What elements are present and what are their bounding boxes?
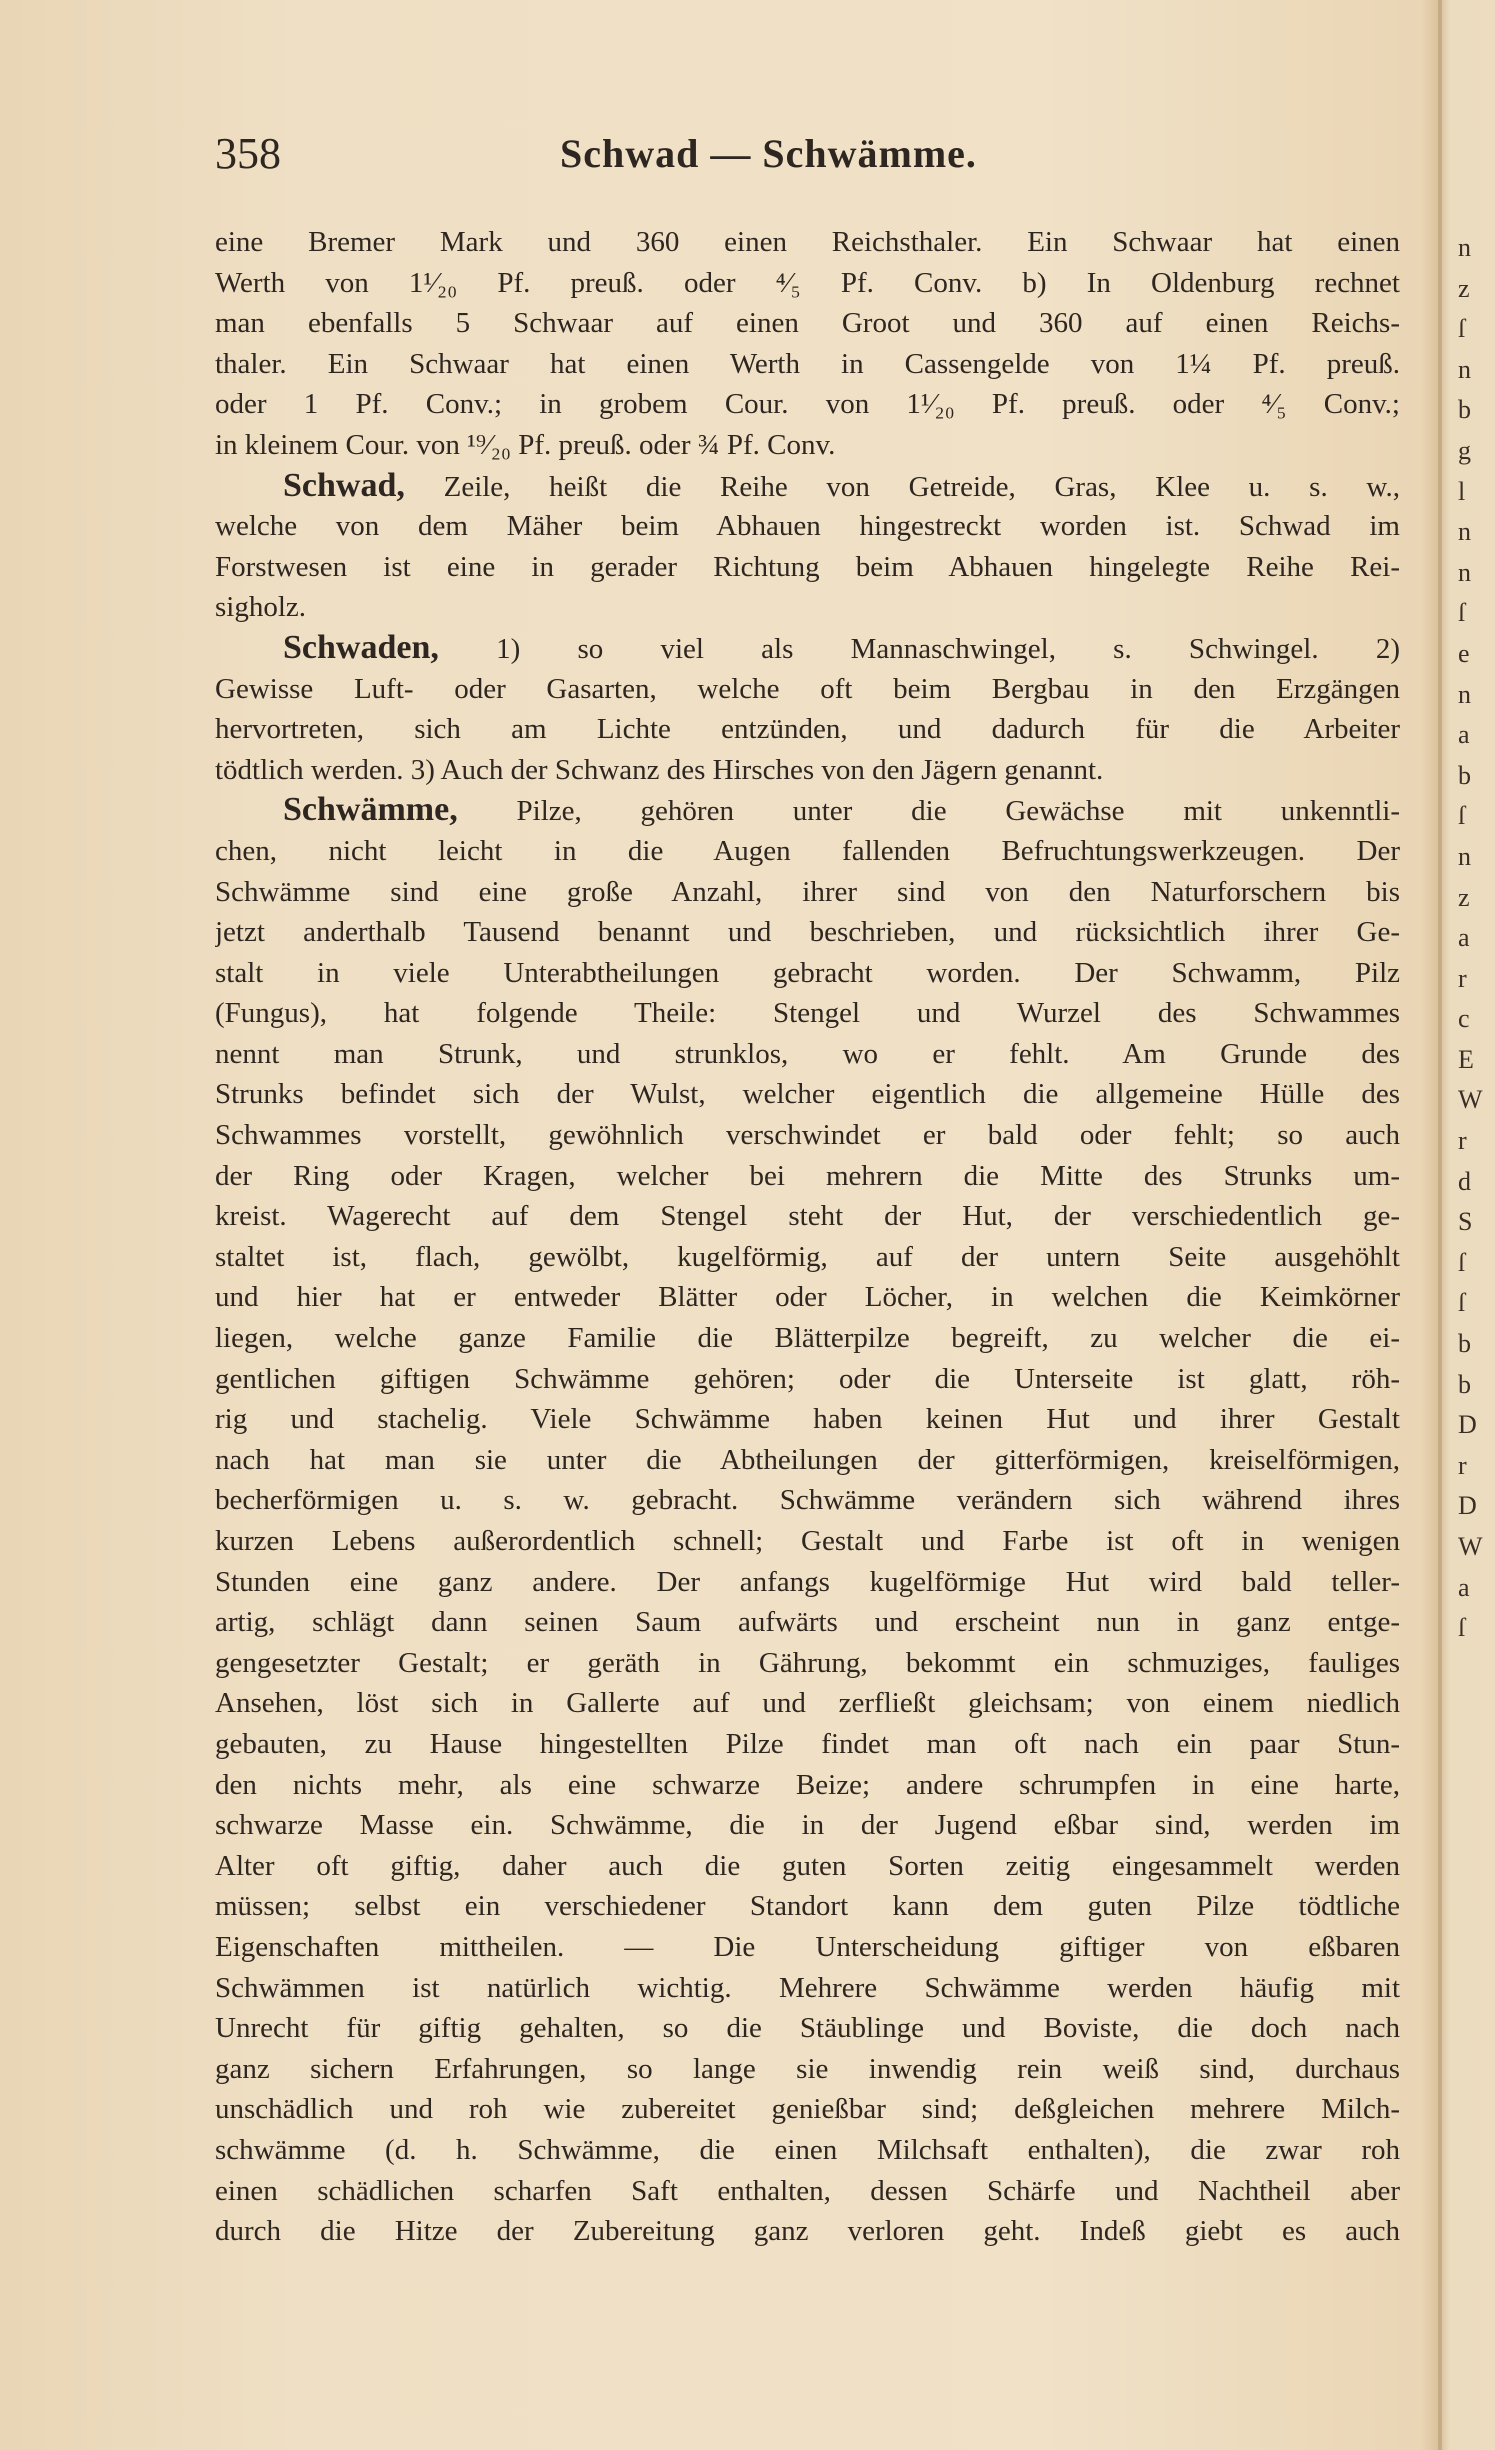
line-text: rig und stachelig. Viele Schwämme haben keinen Hut und ihrer Gestalt — [215, 1403, 1400, 1436]
text-line — [215, 1359, 1400, 1400]
margin-fragment: b — [1458, 1369, 1471, 1399]
line-text: jetzt anderthalb Tausend benannt und beschrieben, und rücksichtlich ihrer Ge- — [215, 916, 1400, 949]
line-text: schwämme (d. h. Schwämme, die einen Milchsaft enthalten), die zwar roh — [215, 2133, 1400, 2166]
text-line — [215, 1480, 1400, 1521]
line-text: gengesetzter Gestalt; er geräth in Gährung, bekommt ein schmuziges, fauliges — [215, 1646, 1400, 1679]
margin-fragment: ſ — [1458, 1613, 1466, 1643]
line-text: Zeile, heißt die Reihe von Getreide, Gras, Klee u. s. w., — [404, 470, 1400, 503]
line-text: staltet ist, flach, gewölbt, kugelförmig, auf der untern Seite ausgehöhlt — [215, 1240, 1400, 1273]
line-text: 1) so viel als Mannaschwingel, s. Schwingel. 2) — [438, 632, 1400, 665]
line-text: Unrecht für giftig gehalten, so die Stäublinge und Boviste, die doch nach — [215, 2012, 1400, 2045]
text-line — [215, 709, 1400, 750]
facing-page-margin — [1458, 228, 1488, 1649]
line-text: Stunden eine ganz andere. Der anfangs kugelförmige Hut wird bald teller- — [215, 1565, 1400, 1598]
line-text: Schwämmen ist natürlich wichtig. Mehrere Schwämme werden häufig mit — [215, 1971, 1400, 2004]
margin-fragment: D — [1458, 1491, 1477, 1521]
text-line — [215, 1724, 1400, 1765]
margin-fragment: ſ — [1458, 1247, 1466, 1277]
text-line — [215, 587, 1400, 628]
text-line — [215, 1927, 1400, 1968]
margin-fragment: b — [1458, 395, 1471, 425]
line-text: nach hat man sie unter die Abtheilungen der gitterförmigen, kreiselförmigen, — [215, 1443, 1400, 1476]
line-text: stalt in viele Unterabtheilungen gebracht worden. Der Schwamm, Pilz — [215, 956, 1400, 989]
text-line — [215, 669, 1400, 710]
margin-fragment: ſ — [1458, 801, 1466, 831]
running-head: Schwad — Schwämme. — [560, 131, 977, 176]
text-line — [215, 303, 1400, 344]
text-line — [215, 2049, 1400, 2090]
line-text: Schwämme sind eine große Anzahl, ihrer sind von den Naturforschern bis — [215, 875, 1400, 908]
page-number: 358 — [215, 129, 281, 178]
text-line — [215, 2130, 1400, 2171]
margin-fragment: E — [1458, 1044, 1474, 1074]
text-line — [215, 1115, 1400, 1156]
text-line — [215, 1562, 1400, 1603]
line-text: thaler. Ein Schwaar hat einen Werth in Cassengelde von 1¼ Pf. preuß. — [215, 347, 1400, 380]
line-text: Alter oft giftig, daher auch die guten Sorten zeitig eingesammelt werden — [215, 1849, 1400, 1882]
margin-fragment: n — [1458, 557, 1471, 587]
margin-fragment: n — [1458, 233, 1471, 262]
line-text: den nichts mehr, als eine schwarze Beize; andere schrumpfen in eine harte, — [215, 1768, 1400, 1801]
line-text: Eigenschaften mittheilen. — Die Unterscheidung giftiger von eßbaren — [215, 1930, 1400, 1963]
margin-fragment: W — [1458, 1532, 1483, 1561]
text-line — [215, 1521, 1400, 1562]
text-line — [215, 384, 1400, 425]
text-line — [215, 1034, 1400, 1075]
entry-first-line — [215, 628, 1400, 669]
margin-fragment: d — [1458, 1166, 1471, 1196]
line-text: Ansehen, löst sich in Gallerte auf und zerfließt gleichsam; von einem niedlich — [215, 1687, 1400, 1720]
text-line — [215, 1318, 1400, 1359]
line-text: sigholz. — [215, 591, 307, 624]
margin-fragment: n — [1458, 354, 1471, 384]
line-text: ganz sichern Erfahrungen, so lange sie inwendig rein weiß sind, durchaus — [215, 2052, 1400, 2085]
margin-fragment: b — [1458, 1329, 1471, 1359]
line-text: und hier hat er entweder Blätter oder Löcher, in welchen die Keimkörner — [215, 1281, 1400, 1314]
margin-fragment: ſ — [1458, 314, 1466, 344]
text-line — [215, 1156, 1400, 1197]
headword: Schwaden, — [283, 628, 439, 666]
text-line — [215, 912, 1400, 953]
margin-fragment: r — [1458, 963, 1467, 993]
line-text: oder 1 Pf. Conv.; in grobem Cour. von 1¹⁄₂₀ Pf. preuß. oder ⁴⁄₅ Conv.; — [215, 388, 1400, 421]
text-line — [215, 1399, 1400, 1440]
headword: Schwämme, — [283, 791, 458, 829]
text-line — [215, 872, 1400, 913]
line-text: schwarze Masse ein. Schwämme, die in der Jugend eßbar sind, werden im — [215, 1809, 1400, 1842]
line-text: müssen; selbst ein verschiedener Standort kann dem guten Pilze tödtliche — [215, 1890, 1400, 1923]
line-text: becherförmigen u. s. w. gebracht. Schwämme verändern sich während ihres — [215, 1484, 1400, 1517]
line-text: man ebenfalls 5 Schwaar auf einen Groot und 360 auf einen Reichs- — [215, 307, 1400, 340]
page-fold-shadow — [1438, 0, 1442, 2450]
text-line — [215, 1237, 1400, 1278]
text-line — [215, 1643, 1400, 1684]
margin-fragment: g — [1458, 435, 1471, 465]
line-text: eine Bremer Mark und 360 einen Reichsthaler. Ein Schwaar hat einen — [215, 226, 1400, 258]
line-text: in kleinem Cour. von ¹⁹⁄₂₀ Pf. preuß. oder ¾ Pf. Conv. — [215, 428, 836, 461]
text-line — [215, 750, 1400, 791]
text-line — [215, 1074, 1400, 1115]
line-text: Schwammes vorstellt, gewöhnlich verschwindet er bald oder fehlt; so auch — [215, 1119, 1400, 1152]
line-text: durch die Hitze der Zubereitung ganz verloren geht. Indeß giebt es auch — [215, 2215, 1400, 2248]
text-line — [215, 1805, 1400, 1846]
line-text: (Fungus), hat folgende Theile: Stengel und Wurzel des Schwammes — [215, 997, 1400, 1030]
line-text: Pilze, gehören unter die Gewächse mit unkenntli- — [457, 795, 1400, 828]
margin-fragment: r — [1458, 1450, 1467, 1480]
line-text: welche von dem Mäher beim Abhauen hingestreckt worden ist. Schwad im — [215, 510, 1400, 543]
margin-fragment: a — [1458, 1572, 1470, 1602]
line-text: kurzen Lebens außerordentlich schnell; Gestalt und Farbe ist oft in wenigen — [215, 1525, 1400, 1557]
line-text: Forstwesen ist eine in gerader Richtung beim Abhauen hingelegte Reihe Rei- — [215, 550, 1400, 583]
text-line — [215, 1440, 1400, 1481]
text-line — [215, 506, 1400, 547]
line-text: gentlichen giftigen Schwämme gehören; oder die Unterseite ist glatt, röh- — [215, 1362, 1400, 1395]
line-text: Strunks befindet sich der Wulst, welcher eigentlich die allgemeine Hülle des — [215, 1078, 1400, 1111]
margin-fragment: b — [1458, 760, 1471, 790]
line-text: einen schädlichen scharfen Saft enthalten, dessen Schärfe und Nachtheil aber — [215, 2174, 1400, 2207]
margin-fragment: S — [1458, 1207, 1473, 1237]
text-line — [215, 2008, 1400, 2049]
margin-fragment: l — [1458, 476, 1466, 506]
text-line — [215, 344, 1400, 385]
margin-fragment: n — [1458, 517, 1471, 547]
text-line — [215, 263, 1400, 304]
line-text: tödtlich werden. 3) Auch der Schwanz des Hirsches von den Jägern genannt. — [215, 753, 1104, 786]
body-text — [215, 222, 1400, 2252]
text-line — [215, 1846, 1400, 1887]
margin-fragment: n — [1458, 841, 1471, 871]
margin-fragment: ſ — [1458, 1288, 1466, 1318]
text-line — [215, 1765, 1400, 1806]
text-line — [215, 2171, 1400, 2212]
headword: Schwad, — [283, 466, 405, 504]
margin-fragment: W — [1458, 1085, 1483, 1115]
line-text: hervortreten, sich am Lichte entzünden, und dadurch für die Arbeiter — [215, 713, 1400, 746]
text-line — [215, 993, 1400, 1034]
text-line — [215, 1683, 1400, 1724]
line-text: gebauten, zu Hause hingestellten Pilze findet man oft nach ein paar Stun- — [215, 1727, 1400, 1760]
line-text: chen, nicht leicht in die Augen fallenden Befruchtungswerkzeugen. Der — [215, 834, 1400, 867]
entry-first-line — [215, 466, 1400, 507]
margin-fragment: a — [1458, 720, 1470, 750]
margin-fragment: c — [1458, 1004, 1470, 1034]
text-line — [215, 222, 1400, 263]
margin-fragment: e — [1458, 638, 1470, 668]
line-text: nennt man Strunk, und strunklos, wo er fehlt. Am Grunde des — [215, 1037, 1400, 1070]
margin-fragment: D — [1458, 1410, 1477, 1440]
margin-fragment: ſ — [1458, 598, 1466, 628]
line-text: unschädlich und roh wie zubereitet genießbar sind; deßgleichen mehrere Milch- — [215, 2093, 1400, 2126]
text-line — [215, 1277, 1400, 1318]
text-line — [215, 831, 1400, 872]
line-text: kreist. Wagerecht auf dem Stengel steht der Hut, der verschiedentlich ge- — [215, 1200, 1400, 1233]
text-line — [215, 2211, 1400, 2252]
entry-first-line — [215, 790, 1400, 831]
margin-fragment: z — [1458, 882, 1470, 912]
margin-fragment: r — [1458, 1126, 1467, 1156]
line-text: Werth von 1¹⁄₂₀ Pf. preuß. oder ⁴⁄₅ Pf. Conv. b) In Oldenburg rechnet — [215, 266, 1400, 299]
text-line — [215, 2089, 1400, 2130]
margin-fragment: a — [1458, 923, 1470, 953]
text-line — [215, 1886, 1400, 1927]
line-text: liegen, welche ganze Familie die Blätterpilze begreift, zu welcher die ei- — [215, 1322, 1400, 1355]
margin-fragment: z — [1458, 273, 1470, 303]
line-text: Gewisse Luft- oder Gasarten, welche oft beim Bergbau in den Erzgängen — [215, 672, 1400, 705]
margin-fragment: n — [1458, 679, 1471, 709]
line-text: der Ring oder Kragen, welcher bei mehrern die Mitte des Strunks um- — [215, 1159, 1400, 1192]
text-line — [215, 425, 1400, 466]
text-line — [215, 1602, 1400, 1643]
text-line — [215, 953, 1400, 994]
text-line — [215, 547, 1400, 588]
line-text: artig, schlägt dann seinen Saum aufwärts und erscheint nun in ganz entge- — [215, 1606, 1400, 1639]
text-line — [215, 1968, 1400, 2009]
text-line — [215, 1196, 1400, 1237]
